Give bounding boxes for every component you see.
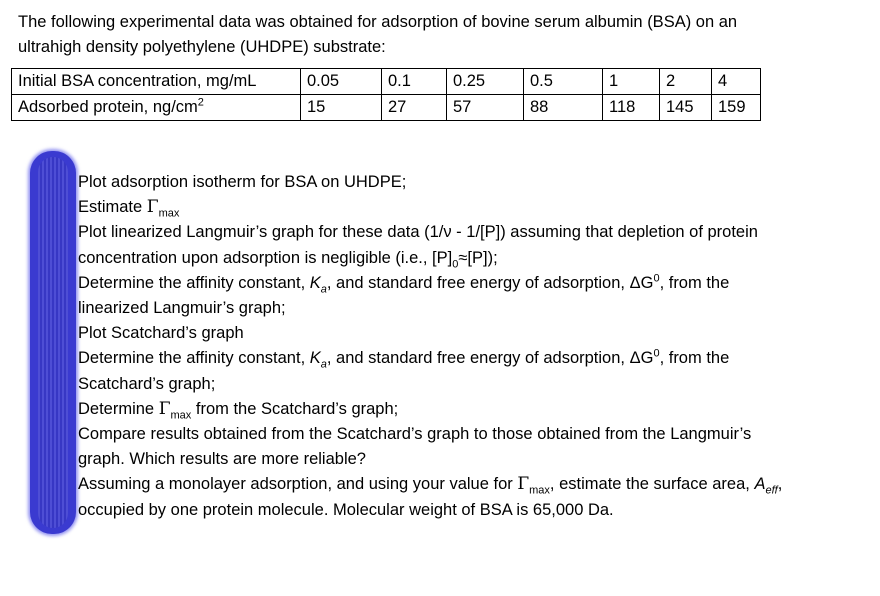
task-text: , estimate the surface area,	[549, 475, 755, 494]
superscript-0: 0	[653, 272, 660, 285]
task-text: Determine the affinity constant,	[78, 349, 310, 368]
superscript-2: 2	[197, 96, 204, 109]
task-line	[78, 472, 868, 497]
delta-g-symbol: ΔG	[629, 273, 654, 292]
row-label-adsorbed-text: Adsorbed protein, ng/cm	[18, 98, 198, 116]
task-text: Assuming a monolayer adsorption, and using your value for	[78, 475, 518, 494]
a-symbol: A	[754, 475, 766, 494]
highlighter-mark	[30, 151, 76, 534]
row-label-concentration: Initial BSA concentration, mg/mL	[12, 69, 301, 95]
table-cell: 0.1	[382, 69, 447, 95]
subscript-a: a	[320, 283, 327, 296]
gamma-symbol: Γ	[517, 474, 530, 495]
task-text: Determine	[78, 399, 159, 418]
table-cell: 0.05	[301, 69, 382, 95]
task-text: ,	[777, 475, 783, 494]
task-line	[78, 195, 868, 220]
task-line: Scatchard’s graph;	[78, 374, 216, 393]
task-line: Plot Scatchard’s graph	[78, 324, 244, 343]
task-line: Plot adsorption isotherm for BSA on UHDPE;	[78, 173, 407, 191]
task-text: , from the	[659, 273, 730, 292]
table-cell: 0.5	[524, 69, 603, 95]
task-line	[78, 397, 868, 422]
row-label-adsorbed	[12, 95, 301, 121]
task-line: Plot linearized Langmuir’s graph for these data (1/ν - 1/[P]) assuming that depletion of protein	[78, 223, 758, 242]
data-table	[11, 68, 761, 121]
task-text: , and standard free energy of adsorption,	[326, 273, 630, 292]
subscript-max: max	[158, 207, 180, 220]
table-cell: 159	[712, 95, 761, 121]
table-cell: 4	[712, 69, 761, 95]
k-symbol: K	[309, 273, 321, 292]
task-line: occupied by one protein molecule. Molecular weight of BSA is 65,000 Da.	[78, 500, 614, 519]
table-cell: 118	[603, 95, 660, 121]
table-cell: 2	[660, 69, 712, 95]
task-line	[78, 346, 868, 371]
table-cell: 27	[382, 95, 447, 121]
task-text: , from the	[659, 349, 730, 368]
table-cell: 1	[603, 69, 660, 95]
task-text: Estimate	[78, 198, 147, 217]
task-text: from the Scatchard’s graph;	[191, 399, 399, 418]
table-cell: 145	[660, 95, 712, 121]
task-text: , and standard free energy of adsorption,	[326, 349, 630, 368]
task-list	[78, 170, 868, 523]
task-line	[78, 246, 868, 271]
task-line: Compare results obtained from the Scatchard’s graph to those obtained from the Langmuir’s	[78, 425, 752, 444]
table-cell: 15	[301, 95, 382, 121]
delta-g-symbol: ΔG	[629, 349, 654, 368]
superscript-0: 0	[653, 347, 660, 360]
subscript-0: 0	[452, 257, 459, 270]
subscript-a: a	[320, 358, 327, 371]
task-line	[78, 271, 868, 296]
intro-line-2: ultrahigh density polyethylene (UHDPE) substrate:	[18, 38, 386, 56]
table-row-concentration	[12, 69, 761, 95]
intro-paragraph	[18, 10, 868, 60]
task-line: linearized Langmuir’s graph;	[78, 299, 286, 318]
task-text: ≈[P]);	[458, 248, 498, 267]
table-cell: 57	[447, 95, 524, 121]
task-text: Determine the affinity constant,	[78, 273, 310, 292]
table-cell: 0.25	[447, 69, 524, 95]
subscript-max: max	[529, 484, 550, 497]
subscript-max: max	[170, 409, 192, 422]
task-line: graph. Which results are more reliable?	[78, 450, 366, 469]
table-cell: 88	[524, 95, 603, 121]
table-row-adsorbed	[12, 95, 761, 121]
subscript-eff: eff	[765, 484, 778, 497]
intro-line-1: The following experimental data was obtained for adsorption of bovine serum albumin (BSA) on an	[18, 13, 738, 31]
gamma-symbol: Γ	[158, 398, 171, 419]
task-text: concentration upon adsorption is negligible (i.e., [P]	[78, 248, 453, 267]
k-symbol: K	[309, 349, 321, 368]
gamma-symbol: Γ	[146, 197, 159, 218]
